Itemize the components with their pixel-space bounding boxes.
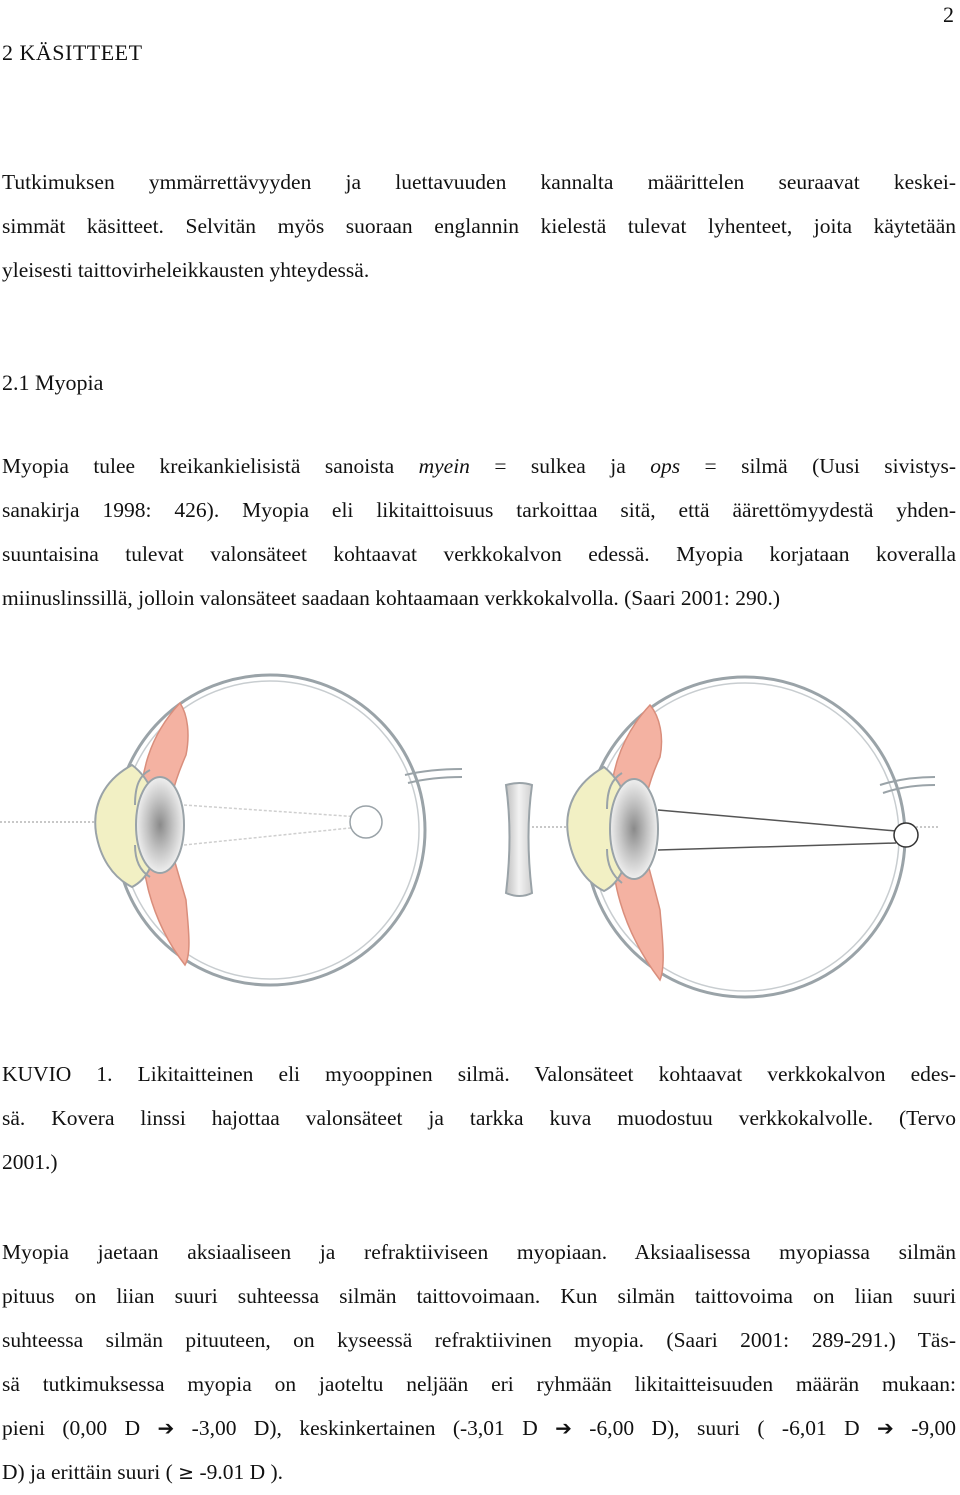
section-heading: 2.1 Myopia: [2, 370, 104, 395]
eye-lens: [136, 777, 184, 873]
concave-lens: [506, 783, 532, 896]
caption-line: sä. Kovera linssi hajottaa valonsäteet ja tarkka kuva muodostuu verkkokalvolle. (Tervo: [2, 1106, 956, 1130]
arrow-right-icon: ➔: [877, 1416, 894, 1440]
myopia-line: miinuslinssillä, jolloin valonsäteet saadaan kohtaamaan verkkokalvolla. (Saari 2001: 290.): [2, 586, 780, 610]
types-line: sä tutkimuksessa myopia on jaoteltu neljään eri ryhmään likitaitteisuuden määrän mukaan:: [2, 1372, 956, 1396]
greater-equal-symbol: ≥: [178, 1462, 195, 1484]
intro-line: yleisesti taittovirheleikkausten yhteydessä.: [2, 258, 370, 282]
focal-point: [350, 806, 382, 838]
types-line: pituus on liian suuri suhteessa silmän taittovoimaan. Kun silmän taittovoima on liian suuri: [2, 1284, 956, 1308]
figure-caption: [2, 1052, 956, 1184]
intro-line: simmät käsitteet. Selvitän myös suoraan englannin kielestä tulevat lyhenteet, joita käytetään: [2, 214, 956, 238]
eye-lens: [610, 779, 658, 879]
types-line: D) ja erittäin suuri ( ≥ -9.01 D ).: [2, 1460, 284, 1484]
page-number: 2: [943, 2, 954, 27]
myopia-line: sanakirja 1998: 426). Myopia eli likitaittoisuus tarkoittaa sitä, että äärettömyydestä yhden-: [2, 498, 956, 522]
myopia-paragraph: [2, 444, 956, 620]
myopia-types-paragraph: [2, 1230, 956, 1495]
arrow-right-icon: ➔: [157, 1416, 175, 1440]
corrected-eye: [532, 677, 940, 997]
caption-line: KUVIO 1. Likitaitteinen eli myooppinen silmä. Valonsäteet kohtaavat verkkokalvon edes-: [2, 1062, 956, 1086]
myopia-line: Myopia tulee kreikankielisistä sanoista myein = sulkea ja ops = silmä (Uusi sivistys-: [2, 454, 956, 478]
myopia-line: suuntaisina tulevat valonsäteet kohtaavat verkkokalvon edessä. Myopia korjataan koveralla: [2, 542, 956, 566]
types-line: pieni (0,00 D ➔ -3,00 D), keskinkertainen (-3,01 D ➔ -6,00 D), suuri ( -6,01 D ➔ -9,00: [2, 1416, 956, 1440]
intro-line: Tutkimuksen ymmärrettävyyden ja luettavuuden kannalta määrittelen seuraavat keskei-: [2, 170, 956, 194]
types-line: Myopia jaetaan aksiaaliseen ja refraktiiviseen myopiaan. Aksiaalisessa myopiassa silmän: [2, 1240, 956, 1264]
intro-paragraph: [2, 160, 956, 292]
types-line: suhteessa silmän pituuteen, on kyseessä refraktiivinen myopia. (Saari 2001: 289-291.) Täs-: [2, 1328, 956, 1352]
focal-point: [894, 823, 918, 847]
caption-line: 2001.): [2, 1150, 58, 1174]
chapter-heading: 2 KÄSITTEET: [2, 40, 143, 65]
myopic-eye-figure: [0, 665, 960, 1035]
arrow-right-icon: ➔: [555, 1416, 572, 1440]
uncorrected-eye: [0, 675, 462, 985]
